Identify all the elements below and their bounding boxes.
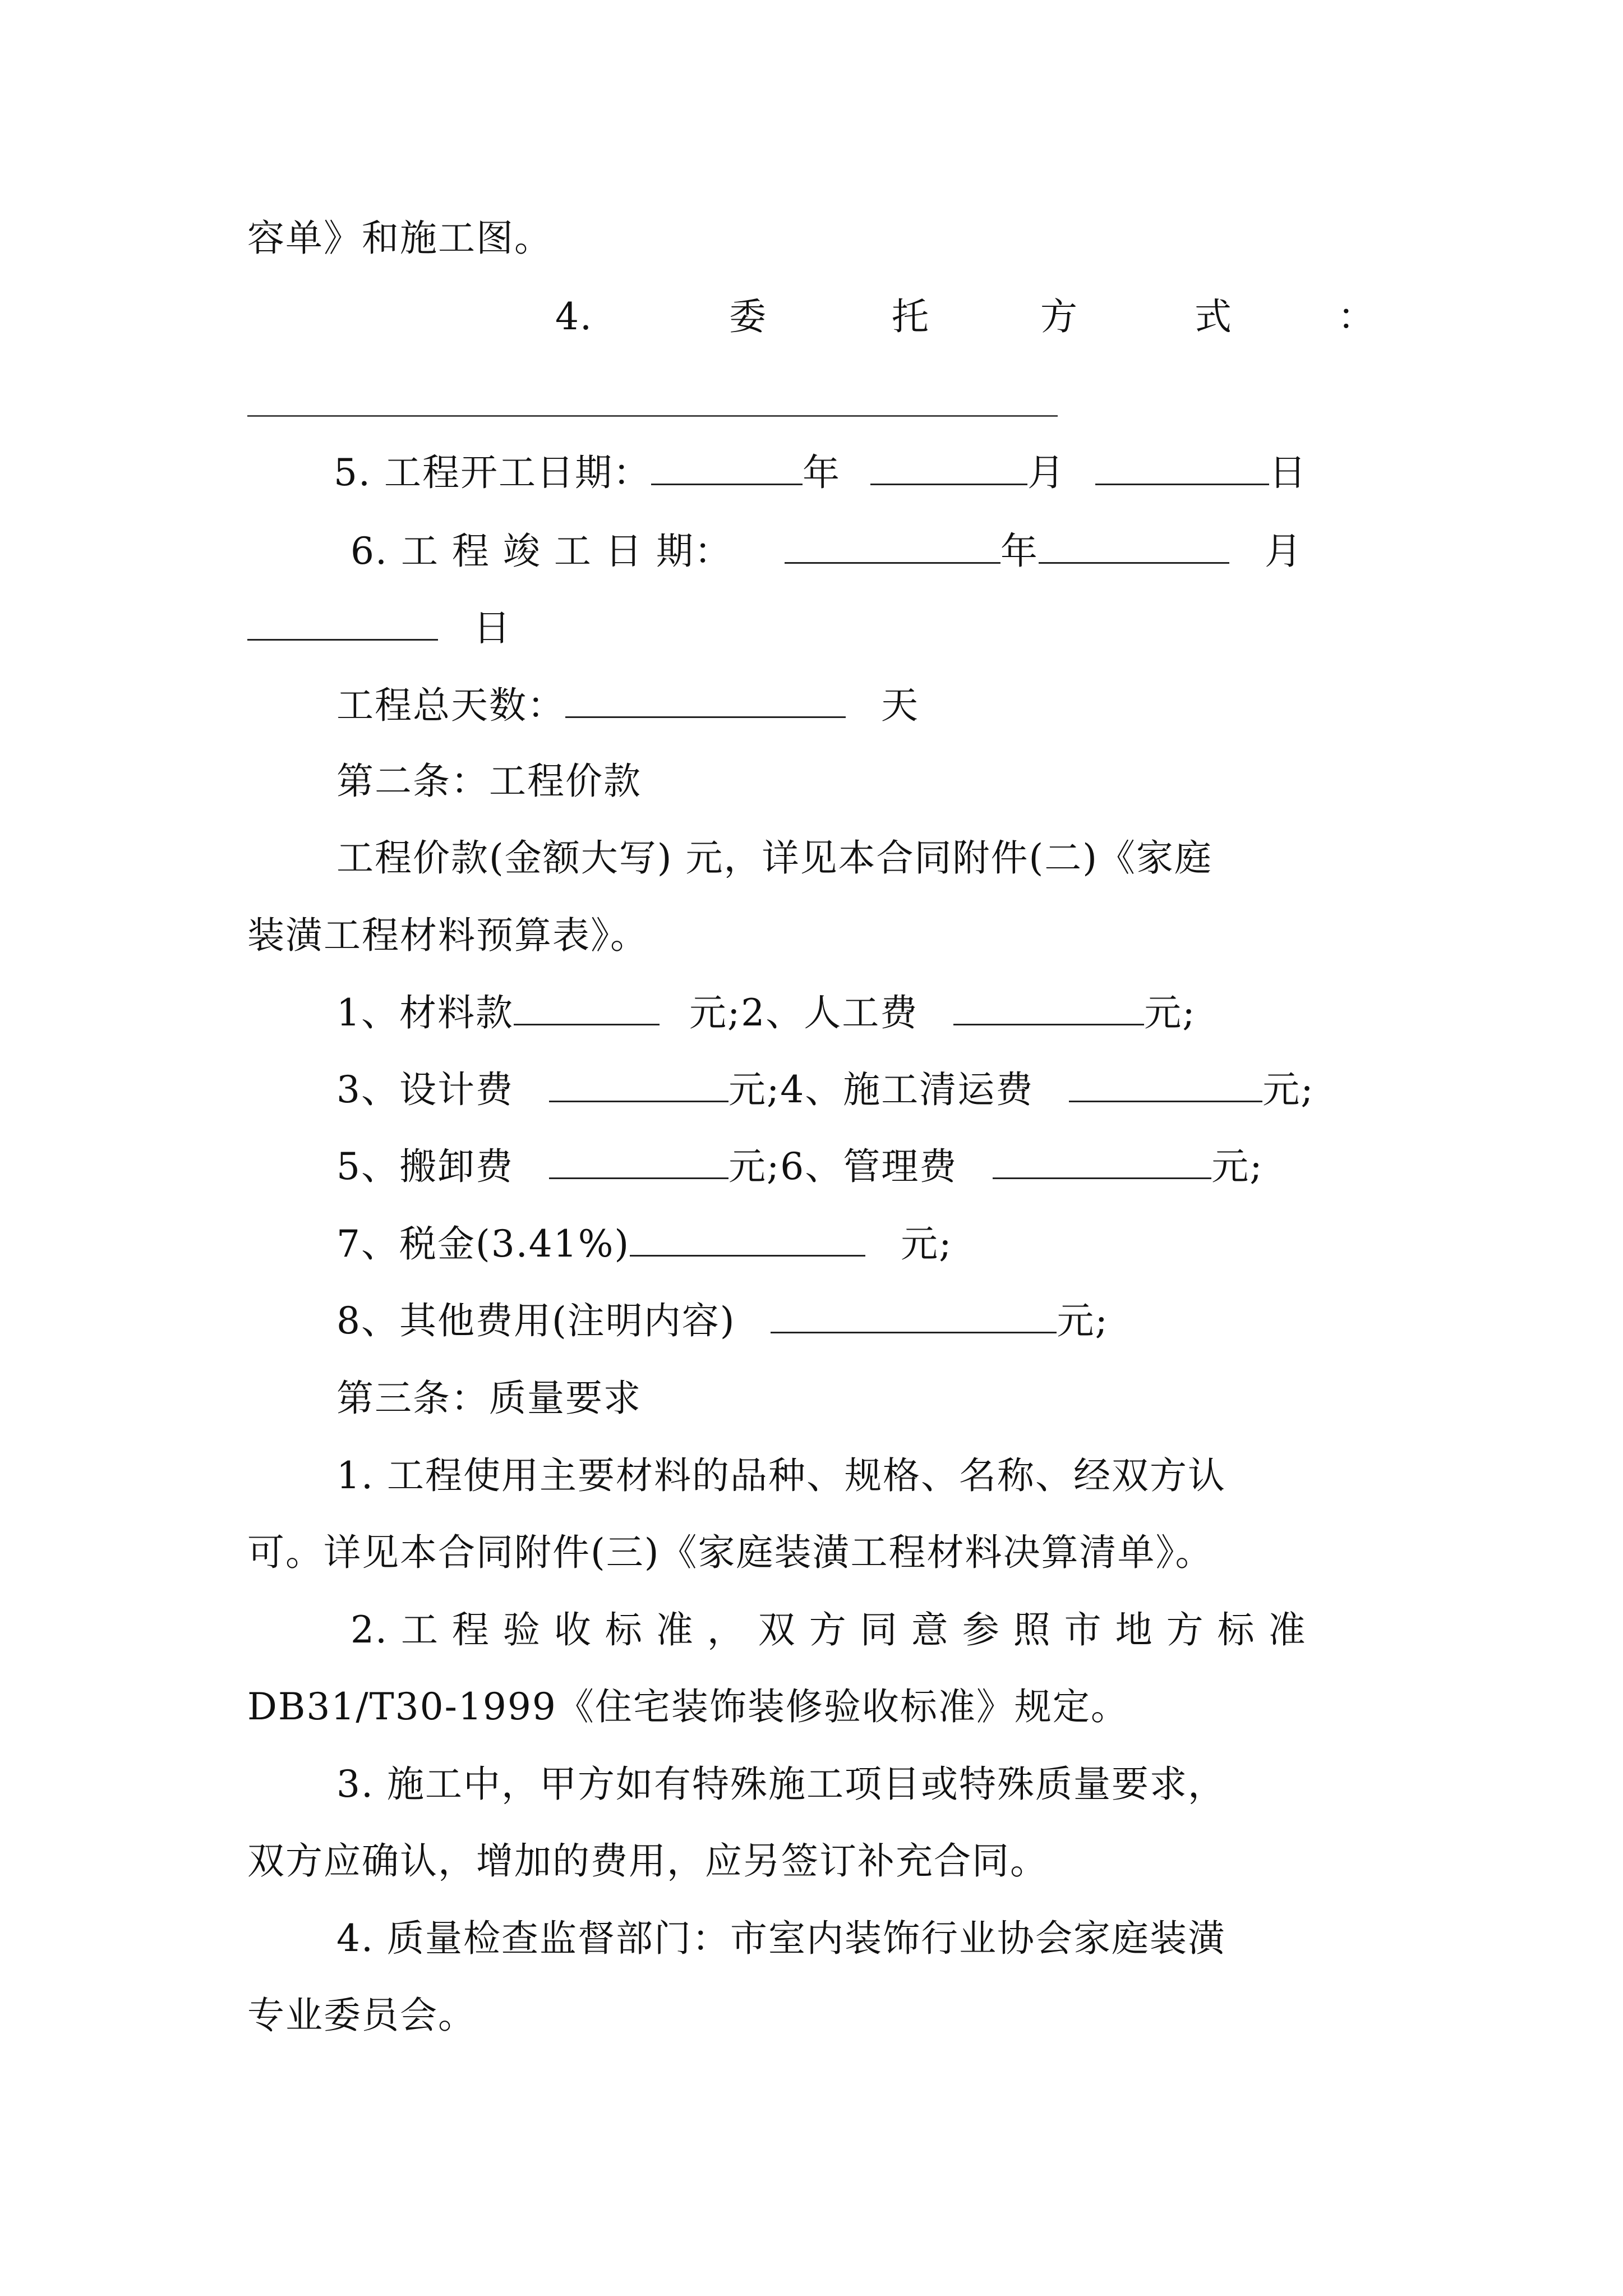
year-label: 年 <box>802 451 841 494</box>
unit-label: 元; <box>1144 991 1196 1034</box>
blank-field <box>549 1071 728 1102</box>
blank-field <box>1069 1071 1262 1102</box>
day-label: 日 <box>1269 451 1307 494</box>
text-line: 专业委员会。 <box>247 1994 476 2037</box>
total-days-label: 工程总天数： <box>336 684 565 727</box>
item-number: 4. <box>555 295 593 338</box>
blank-field <box>549 1148 728 1179</box>
blank-field <box>1095 454 1269 485</box>
fee-label: 3、设计费 <box>336 1068 514 1111</box>
fee-label: 元;6、管理费 <box>728 1145 958 1188</box>
label-char: 托 <box>892 295 930 338</box>
blank-field <box>247 610 438 641</box>
fee-label: 1、材料款 <box>336 991 514 1034</box>
fee-label: 7、税金(3.41%) <box>336 1222 630 1266</box>
text-line: 工程价款(金额大写) 元，详见本合同附件(二)《家庭 <box>336 836 1212 880</box>
fee-line <box>336 1068 1315 1111</box>
label-char: 方 <box>1040 295 1078 338</box>
label-char: 式 <box>1195 295 1233 338</box>
section-heading: 第二条：工程价款 <box>336 760 642 803</box>
fee-line <box>336 1222 953 1266</box>
start-date-label: 5. 工程开工日期： <box>334 451 651 494</box>
start-date-line <box>334 451 1307 494</box>
blank-field <box>785 533 1000 564</box>
completion-date-label: 6. 工 程 竣 工 日 期： <box>351 530 732 573</box>
text-line: 可。详见本合同附件(三)《家庭装潢工程材料决算清单》。 <box>247 1531 1214 1574</box>
total-days-line <box>336 684 919 727</box>
fee-line <box>336 1299 1109 1342</box>
text-line: 双方应确认，增加的费用，应另签订补充合同。 <box>247 1839 1048 1883</box>
text-line: DB31/T30-1999《住宅装饰装修验收标准》规定。 <box>247 1685 1129 1728</box>
section-heading: 第三条：质量要求 <box>336 1377 642 1420</box>
year-label: 年 <box>1000 530 1039 573</box>
fee-line <box>336 991 1196 1034</box>
text-line: 2. 工 程 验 收 标 准 ， 双 方 同 意 参 照 市 地 方 标 准 <box>351 1608 1307 1651</box>
month-label: 月 <box>1027 451 1066 494</box>
unit-label: 元; <box>1262 1068 1315 1111</box>
text-line: 3. 施工中，甲方如有特殊施工项目或特殊质量要求， <box>336 1763 1226 1806</box>
blank-field <box>565 687 846 718</box>
day-label: 日 <box>473 606 511 650</box>
unit-label: 元; <box>901 1222 953 1266</box>
text-line: 1. 工程使用主要材料的品种、规格、名称、经双方认 <box>336 1454 1226 1497</box>
day-unit: 天 <box>880 684 919 727</box>
completion-date-line <box>351 530 1303 573</box>
fee-label: 5、搬卸费 <box>336 1145 514 1188</box>
colon: ： <box>1338 295 1376 338</box>
blank-field <box>1039 533 1229 564</box>
blank-field <box>651 454 803 485</box>
fee-label: 元;2、人工费 <box>689 991 919 1034</box>
text-line: 4. 质量检查监督部门：市室内装饰行业协会家庭装潢 <box>336 1917 1226 1960</box>
blank-field <box>514 995 660 1025</box>
completion-day-line <box>247 606 511 650</box>
blank-field <box>630 1226 865 1257</box>
blank-field <box>870 454 1027 485</box>
blank-field <box>953 995 1144 1025</box>
delegation-method-label <box>0 295 1623 343</box>
text-line: 容单》和施工图。 <box>247 217 552 260</box>
fee-label: 元;4、施工清运费 <box>728 1068 1034 1111</box>
unit-label: 元; <box>1211 1145 1264 1188</box>
fee-label: 8、其他费用(注明内容) <box>336 1299 736 1342</box>
month-label: 月 <box>1264 530 1303 573</box>
unit-label: 元; <box>1057 1299 1109 1342</box>
fee-line <box>336 1145 1264 1188</box>
text-line: 装潢工程材料预算表》。 <box>247 914 648 957</box>
blank-field <box>993 1148 1211 1179</box>
blank-rule <box>247 415 1058 417</box>
blank-field <box>771 1303 1057 1333</box>
label-char: 委 <box>729 295 767 338</box>
